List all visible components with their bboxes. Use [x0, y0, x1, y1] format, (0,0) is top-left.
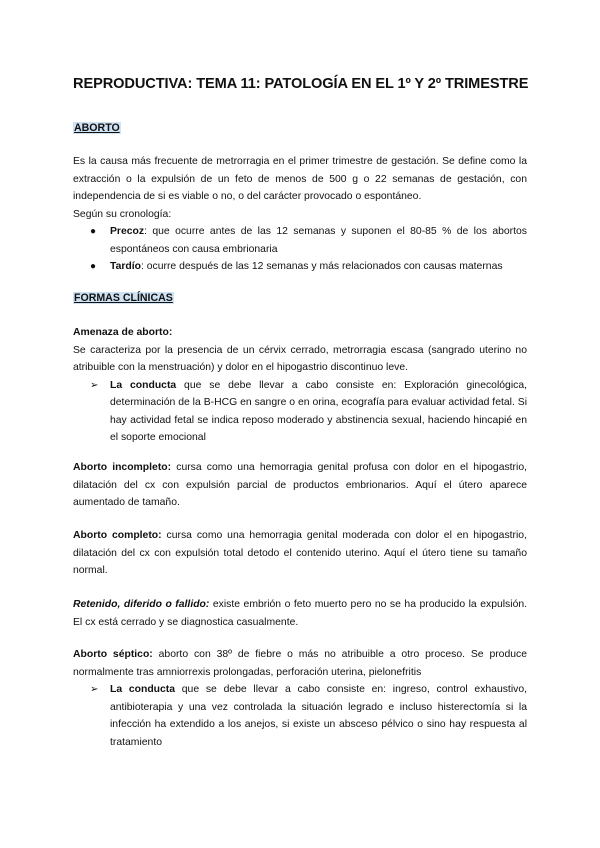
conducta-text: que se debe llevar a cabo consiste en: ingreso, control exhaustivo, antibioterapia y una vez controlada la situación legrado e incluso histerectomía si la infección ha extendido a los anejos, si existe un absceso pélvico o sino hay respuesta al tratamiento: [110, 684, 527, 748]
completo-title: Aborto completo:: [73, 530, 162, 541]
completo-block: [73, 527, 527, 580]
list-item: [73, 223, 527, 258]
section-heading-aborto: ABORTO: [74, 122, 120, 134]
list-item: [73, 681, 527, 751]
amenaza-title: Amenaza de aborto:: [73, 327, 173, 338]
retenido-title: Retenido, diferido o fallido:: [73, 599, 210, 610]
amenaza-block: [73, 324, 527, 447]
type-term: Tardío: [110, 261, 141, 272]
bullet-dot-icon: ●: [90, 226, 97, 237]
aborto-section: [73, 153, 527, 276]
retenido-block: [73, 596, 527, 631]
septico-conducta-list: [73, 681, 527, 751]
type-text: : ocurre después de las 12 semanas y más relacionados con causas maternas: [140, 261, 503, 272]
cronologia-intro: Según su cronología:: [73, 208, 172, 220]
list-item: [73, 258, 527, 276]
arrow-bullet-icon: ➢: [90, 379, 99, 391]
amenaza-conducta-list: [73, 377, 527, 447]
incompleto-block: [73, 459, 527, 512]
type-term: Precoz: [110, 226, 145, 237]
page-title: REPRODUCTIVA: TEMA 11: PATOLOGÍA EN EL 1º Y 2º TRIMESTRE: [73, 76, 529, 92]
completo-text: cursa como una hemorragia genital moderada con dolor el en hipogastrio, dilatación del cx con expulsión total detodo el contenido uterino. Aquí el útero tiene su tamaño normal.: [73, 530, 527, 576]
list-item: [73, 377, 527, 447]
conducta-label: La conducta: [110, 684, 176, 695]
retenido-text: existe embrión o feto muerto pero no se ha producido la expulsión. El cx está cerrado y se diagnostica casualmente.: [73, 599, 528, 628]
amenaza-text: Se caracteriza por la presencia de un cérvix cerrado, metrorragia escasa (sangrado uterino no atribuible con la menstruación) y dolor en el hipogastrio discontinuo leve.: [73, 344, 527, 373]
bullet-dot-icon: ●: [90, 261, 97, 272]
cronologia-list: [73, 223, 527, 276]
septico-text: aborto con 38º de fiebre o más no atribuible a otro proceso. Se produce normalmente tras amniorrexis prolongadas, perforación uterina, pielonefritis: [73, 649, 527, 678]
arrow-bullet-icon: ➢: [90, 684, 99, 695]
aborto-definition: Es la causa más frecuente de metrorragia en el primer trimestre de gestación. Se define como la extracción o la expulsión de un feto de menos de 500 g o 22 semanas de gestación, con independencia de si es viable o no, o del carácter provocado o espontáneo.: [73, 156, 527, 202]
conducta-text: que se debe llevar a cabo consiste en: Exploración ginecológica, determinación de la B-HCG en sangre o en orina, ecografía para evaluar actividad fetal. Si hay actividad fetal se indica reposo moderado y abstinencia sexual, haciendo hincapié en el soporte emocional: [110, 379, 527, 443]
septico-title: Aborto séptico:: [73, 649, 153, 660]
incompleto-title: Aborto incompleto:: [73, 462, 172, 473]
section-heading-formas-clinicas: FORMAS CLÍNICAS: [74, 292, 173, 304]
incompleto-text: cursa como una hemorragia genital profusa con dolor en el hipogastrio, dilatación del cx con expulsión parcial de productos embrionarios. Aquí el útero aparece aumentado de tamaño.: [73, 462, 527, 508]
type-text: : que ocurre antes de las 12 semanas y suponen el 80-85 % de los abortos espontáneos con causa embrionaria: [110, 226, 527, 255]
septico-block: [73, 646, 527, 751]
conducta-label: La conducta: [110, 379, 177, 391]
